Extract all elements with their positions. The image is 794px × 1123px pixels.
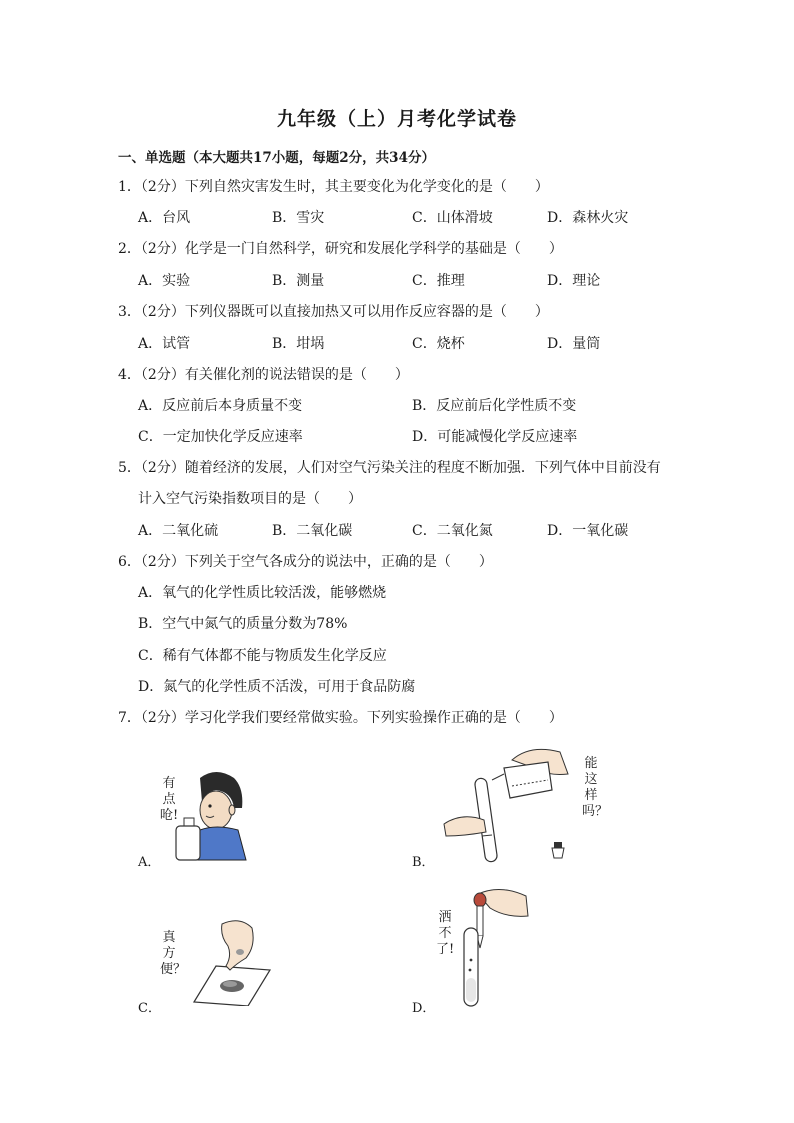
question-3-option-c[interactable]: C．烧杯 bbox=[412, 336, 465, 352]
question-5-option-c[interactable]: C．二氧化氮 bbox=[412, 523, 493, 539]
question-6-option-d[interactable]: D．氮气的化学性质不活泼，可用于食品防腐 bbox=[138, 679, 416, 695]
question-3-option-a[interactable]: A．试管 bbox=[138, 336, 191, 352]
question-7-stem: 7．（2分）学习化学我们要经常做实验。下列实验操作正确的是（ ） bbox=[118, 710, 563, 726]
question-2-option-d[interactable]: D．理论 bbox=[547, 273, 601, 289]
question-4-option-c[interactable]: C．一定加快化学反应速率 bbox=[138, 429, 303, 445]
question-3-option-b[interactable]: B．坩埚 bbox=[272, 336, 325, 352]
question-5-stem: 5．（2分）随着经济的发展，人们对空气污染关注的程度不断加强．下列气体中目前没有 bbox=[118, 460, 661, 476]
question-2-stem: 2．（2分）化学是一门自然科学，研究和发展化学科学的基础是（ ） bbox=[118, 241, 563, 257]
question-2-option-b[interactable]: B．测量 bbox=[272, 273, 325, 289]
question-3-option-d[interactable]: D．量筒 bbox=[547, 336, 601, 352]
question-4-option-b[interactable]: B．反应前后化学性质不变 bbox=[412, 398, 577, 414]
question-6-option-c[interactable]: C．稀有气体都不能与物质发生化学反应 bbox=[138, 648, 387, 664]
question-7-option-a[interactable]: A． bbox=[138, 855, 161, 870]
question-7-option-c[interactable]: C． bbox=[138, 1001, 161, 1016]
sniffing-illustration bbox=[172, 768, 252, 864]
question-3-stem: 3．（2分）下列仪器既可以直接加热又可以用作反应容器的是（ ） bbox=[118, 304, 549, 320]
question-4-stem: 4．（2分）有关催化剂的说法错误的是（ ） bbox=[118, 367, 409, 383]
question-1-stem: 1．（2分）下列自然灾害发生时，其主要变化为化学变化的是（ ） bbox=[118, 179, 549, 195]
caption-c: 真方便？ bbox=[160, 930, 187, 977]
question-2-option-a[interactable]: A．实验 bbox=[138, 273, 191, 289]
dropper-illustration bbox=[450, 886, 532, 1010]
question-6-option-a[interactable]: A．氧气的化学性质比较活泼，能够燃烧 bbox=[138, 585, 387, 601]
question-7-option-b[interactable]: B． bbox=[412, 855, 435, 870]
question-5-option-b[interactable]: B．二氧化碳 bbox=[272, 523, 353, 539]
question-1-option-d[interactable]: D．森林火灾 bbox=[547, 210, 629, 226]
question-1-option-b[interactable]: B．雪灾 bbox=[272, 210, 325, 226]
question-5-option-d[interactable]: D．一氧化碳 bbox=[547, 523, 629, 539]
page-title: 九年级（上）月考化学试卷 bbox=[276, 108, 517, 130]
question-5-option-a[interactable]: A．二氧化硫 bbox=[138, 523, 219, 539]
question-1-option-a[interactable]: A．台风 bbox=[138, 210, 191, 226]
question-4-option-a[interactable]: A．反应前后本身质量不变 bbox=[138, 398, 303, 414]
question-1-option-c[interactable]: C．山体滑坡 bbox=[412, 210, 493, 226]
hand-powder-illustration bbox=[182, 916, 274, 1006]
section-heading: 一、单选题（本大题共17小题，每题2分，共34分） bbox=[118, 150, 435, 166]
question-2-option-c[interactable]: C．推理 bbox=[412, 273, 465, 289]
caption-a: 有点呛! bbox=[160, 776, 179, 823]
caption-b: 能这样吗？ bbox=[582, 756, 609, 819]
question-4-option-d[interactable]: D．可能减慢化学反应速率 bbox=[412, 429, 578, 445]
question-7-option-d[interactable]: D． bbox=[412, 1001, 436, 1016]
question-6-stem: 6．（2分）下列关于空气各成分的说法中，正确的是（ ） bbox=[118, 554, 493, 570]
question-6-option-b[interactable]: B．空气中氮气的质量分数为78% bbox=[138, 616, 348, 632]
caption-d: 洒不了! bbox=[436, 910, 455, 957]
pouring-illustration bbox=[440, 740, 580, 866]
question-5-stem-continued: 计入空气污染指数项目的是（ ） bbox=[138, 491, 362, 507]
